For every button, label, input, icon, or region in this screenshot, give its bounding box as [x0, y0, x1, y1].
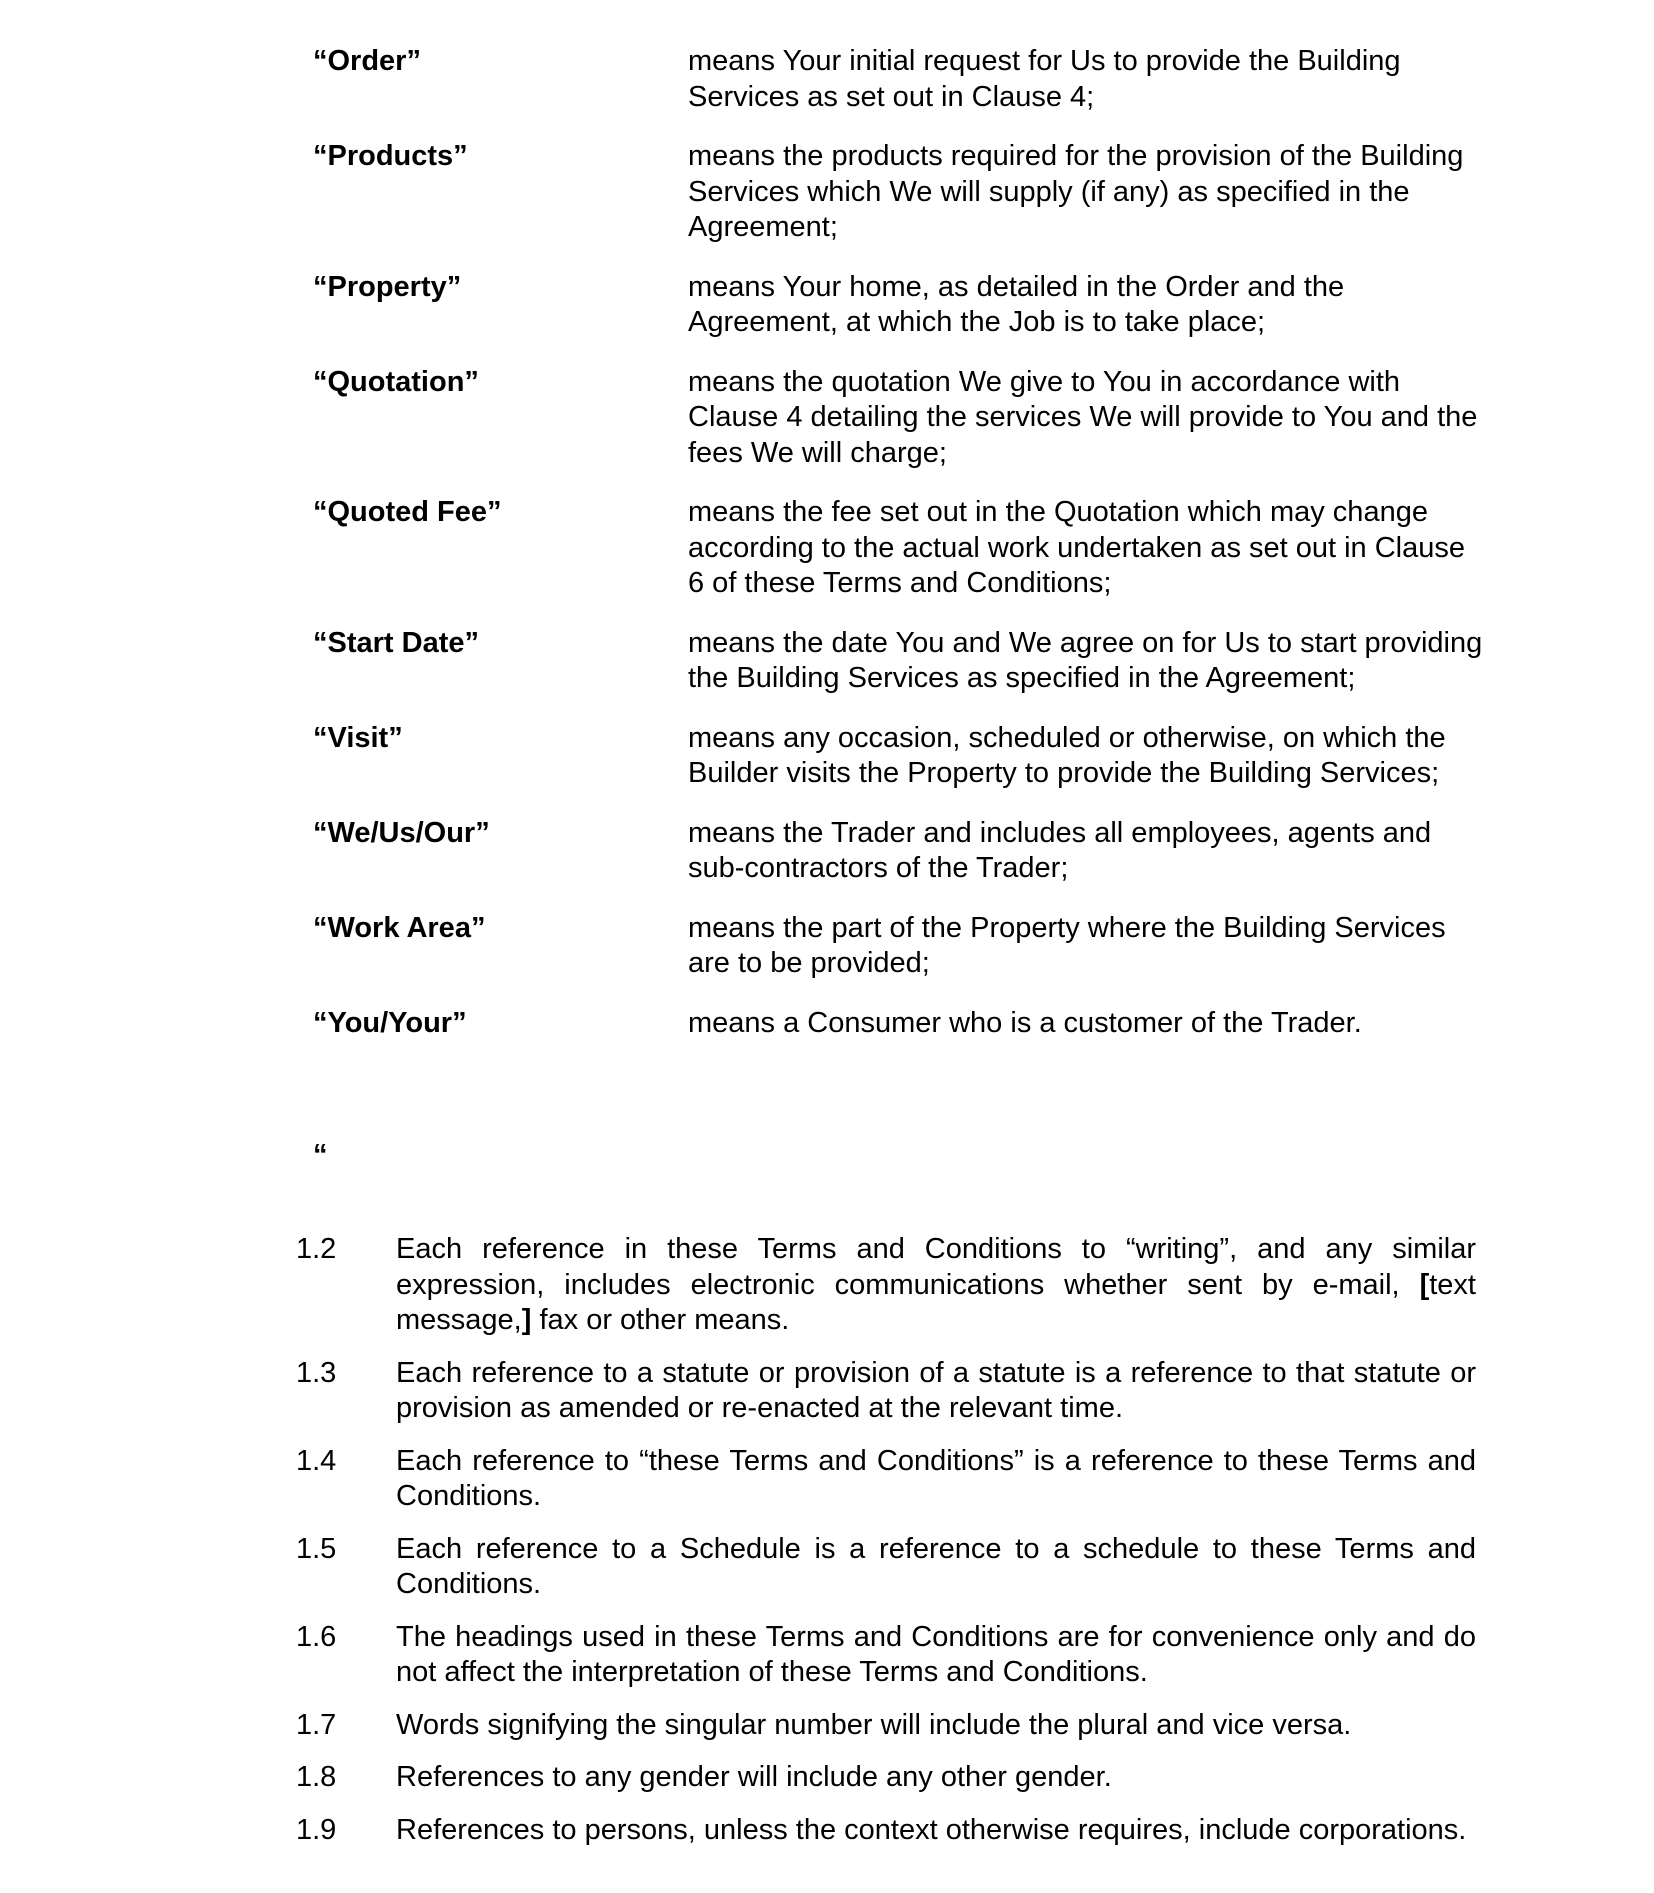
definition-text: means the quotation We give to You in accordance with Clause 4 detailing the services We will provide to You and the fees We will charge; — [688, 365, 1478, 469]
clause-text: Each reference to a statute or provision of a statute is a reference to that statute or provision as amended or re-enacted at the relevant time. — [396, 1356, 1476, 1424]
clause-text: Words signifying the singular number will include the plural and vice versa. — [396, 1708, 1352, 1741]
clause-number: 1.6 — [296, 1620, 337, 1653]
clause-number: 1.5 — [296, 1532, 337, 1565]
definition-products — [313, 139, 1488, 246]
definition-work-area — [313, 911, 1488, 982]
clause-1-8 — [296, 1760, 1476, 1796]
definition-we-us-our — [313, 816, 1488, 887]
clause-text: References to persons, unless the context otherwise requires, include corporations. — [396, 1813, 1467, 1846]
definition-property — [313, 270, 1488, 341]
definition-visit — [313, 721, 1488, 792]
definition-term: “Order” — [313, 45, 421, 77]
definition-text: means any occasion, scheduled or otherwise, on which the Builder visits the Property to provide the Building Services; — [688, 721, 1446, 789]
clause-number: 1.8 — [296, 1761, 337, 1793]
definition-text: means Your home, as detailed in the Order and the Agreement, at which the Job is to take place; — [688, 270, 1345, 338]
definition-you-your — [313, 1006, 1488, 1042]
definition-text: means Your initial request for Us to provide the Building Services as set out in Clause 4; — [688, 45, 1401, 113]
clause-number: 1.3 — [296, 1356, 337, 1389]
clauses-list — [296, 1232, 1476, 1865]
stray-quote-mark: “ — [313, 1139, 328, 1171]
clause-text: The headings used in these Terms and Conditions are for convenience only and do not affect the interpretation of these Terms and Conditions. — [396, 1620, 1476, 1688]
definition-term: “Property” — [313, 270, 462, 303]
clause-text: References to any gender will include any other gender. — [396, 1761, 1112, 1793]
clause-text-part: text message, — [396, 1268, 1476, 1336]
definition-text: means the Trader and includes all employees, agents and sub-contractors of the Trader; — [688, 816, 1432, 884]
clause-1-9 — [296, 1813, 1476, 1849]
definition-term: “Quoted Fee” — [313, 496, 502, 528]
clause-text-part: fax or other means. — [531, 1304, 790, 1336]
definition-text: means the part of the Property where the Building Services are to be provided; — [688, 911, 1446, 979]
bracket-close: ] — [521, 1304, 532, 1336]
definition-term: “Quotation” — [313, 365, 479, 398]
definition-order — [313, 44, 1488, 115]
clause-text — [396, 1232, 1476, 1339]
definition-term: “Start Date” — [313, 626, 479, 659]
clause-1-4 — [296, 1444, 1476, 1515]
definition-term: “Products” — [313, 140, 468, 172]
clause-1-6 — [296, 1620, 1476, 1691]
definition-text: means the date You and We agree on for Us to start providing the Building Services as specified in the Agreement; — [688, 626, 1483, 694]
clause-number: 1.9 — [296, 1813, 337, 1846]
definition-start-date — [313, 626, 1488, 697]
clause-number: 1.7 — [296, 1708, 337, 1741]
clause-text-part: Each reference in these Terms and Conditions to “writing”, and any similar expression, includes electronic communications whether sent by e-mail, — [396, 1233, 1476, 1301]
clause-1-3 — [296, 1356, 1476, 1427]
definition-text: means a Consumer who is a customer of the Trader. — [688, 1006, 1362, 1039]
bracket-open: [ — [1419, 1268, 1430, 1301]
definition-quoted-fee — [313, 495, 1488, 602]
definition-term: “Visit” — [313, 721, 403, 754]
clause-number: 1.2 — [296, 1233, 337, 1265]
clause-1-2 — [296, 1232, 1476, 1339]
definition-text: means the products required for the provision of the Building Services which We will supply (if any) as specified in the Agreement; — [688, 140, 1464, 243]
definitions-list — [313, 44, 1488, 1065]
clause-text: Each reference to “these Terms and Conditions” is a reference to these Terms and Conditions. — [396, 1444, 1476, 1512]
clause-text: Each reference to a Schedule is a reference to a schedule to these Terms and Conditions. — [396, 1532, 1476, 1600]
definition-quotation — [313, 365, 1488, 472]
definition-term: “You/Your” — [313, 1006, 467, 1039]
definition-term: “Work Area” — [313, 911, 486, 944]
clause-1-5 — [296, 1532, 1476, 1603]
definition-text: means the fee set out in the Quotation which may change according to the actual work undertaken as set out in Clause 6 of these Terms and Conditions; — [688, 496, 1466, 599]
clause-number: 1.4 — [296, 1444, 337, 1477]
definition-term: “We/Us/Our” — [313, 816, 490, 849]
clause-1-7 — [296, 1708, 1476, 1744]
